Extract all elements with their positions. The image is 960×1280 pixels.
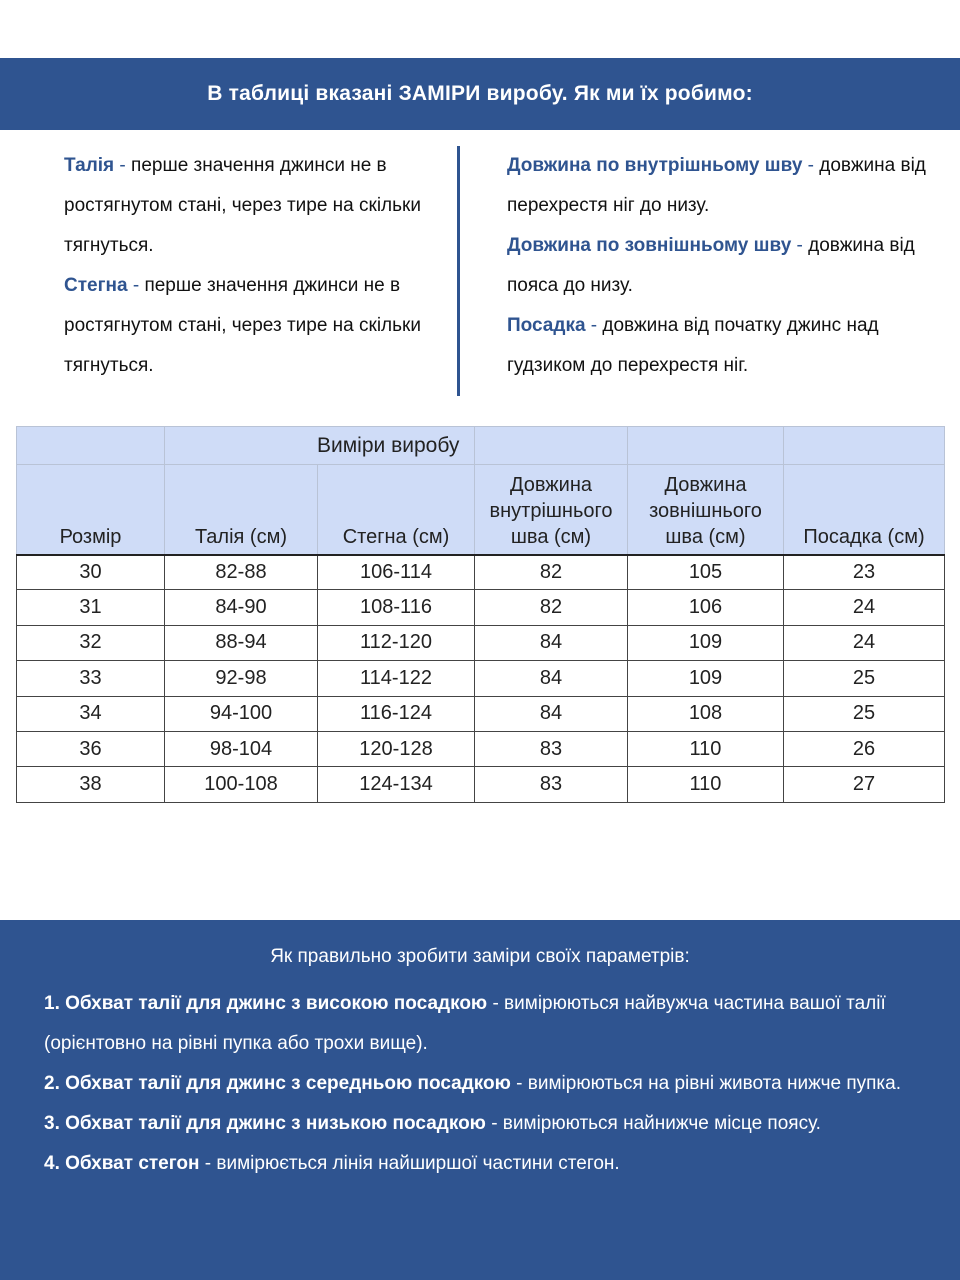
instructions-list <box>44 984 934 1184</box>
definition-inseam <box>507 146 937 226</box>
table-cell: 24 <box>784 625 945 660</box>
instruction-step <box>44 1144 934 1184</box>
definitions-section <box>0 146 960 396</box>
size-table-wrapper <box>16 426 946 803</box>
definition-term: Талія <box>64 155 115 176</box>
table-cell: 82 <box>475 590 628 625</box>
table-cell: 120-128 <box>318 731 475 766</box>
definition-term: Стегна <box>64 275 128 296</box>
table-cell: 100-108 <box>165 767 318 802</box>
table-cell: 109 <box>628 661 784 696</box>
table-group-spacer <box>475 427 628 465</box>
definition-text: перше значення джинси не в ростягнутом стані, через тире на скільки тягнуться. <box>64 275 421 376</box>
column-header: Стегна (см) <box>318 465 475 555</box>
table-header-row <box>17 465 945 555</box>
instruction-step-text: - вимірюються найнижче місце поясу. <box>485 1113 821 1134</box>
table-cell: 33 <box>17 661 165 696</box>
table-cell: 32 <box>17 625 165 660</box>
instruction-step-text: - вимірюється лінія найширшої частини стегон. <box>199 1153 620 1174</box>
table-cell: 108 <box>628 696 784 731</box>
instruction-step-heading: 3. Обхват талії для джинс з низькою посадкою <box>44 1113 486 1134</box>
header-title: В таблиці вказані ЗАМІРИ виробу. Як ми їх робимо: <box>207 82 753 105</box>
table-cell: 82 <box>475 555 628 590</box>
instruction-step-heading: 2. Обхват талії для джинс з середньою посадкою <box>44 1073 511 1094</box>
definition-term: Довжина по зовнішньому шву <box>507 235 792 256</box>
definition-waist <box>64 146 444 266</box>
definition-text: довжина від пояса до низу. <box>507 235 915 296</box>
column-header: Довжина зовнішнього шва (см) <box>628 465 784 555</box>
table-cell: 31 <box>17 590 165 625</box>
table-cell: 84 <box>475 661 628 696</box>
instruction-step-heading: 1. Обхват талії для джинс з високою посадкою <box>44 993 488 1014</box>
definition-hips <box>64 266 444 386</box>
definition-separator: - <box>791 235 809 256</box>
definition-text: перше значення джинси не в ростягнутом стані, через тире на скільки тягнуться. <box>64 155 421 256</box>
table-cell: 105 <box>628 555 784 590</box>
table-cell: 84 <box>475 696 628 731</box>
instructions-title: Як правильно зробити заміри своїх параметрів: <box>270 946 690 967</box>
table-group-header-row <box>17 427 945 465</box>
table-cell: 83 <box>475 731 628 766</box>
table-cell: 110 <box>628 767 784 802</box>
table-cell: 124-134 <box>318 767 475 802</box>
table-cell: 23 <box>784 555 945 590</box>
instruction-step <box>44 1104 934 1144</box>
table-cell: 92-98 <box>165 661 318 696</box>
definition-text: довжина від перехрестя ніг до низу. <box>507 155 926 216</box>
table-cell: 38 <box>17 767 165 802</box>
column-header: Талія (см) <box>165 465 318 555</box>
table-cell: 25 <box>784 696 945 731</box>
instruction-step-text: - вимірюються найвужча частина вашої талії (орієнтовно на рівні пупка або трохи вище). <box>44 993 886 1054</box>
table-cell: 83 <box>475 767 628 802</box>
table-cell: 108-116 <box>318 590 475 625</box>
definition-separator: - <box>114 155 132 176</box>
table-row <box>17 731 945 766</box>
definition-outseam <box>507 226 937 306</box>
table-group-header: Виміри виробу <box>165 427 475 465</box>
table-cell: 88-94 <box>165 625 318 660</box>
instruction-step-text: - вимірюються на рівні живота нижче пупка. <box>510 1073 901 1094</box>
definition-separator: - <box>802 155 820 176</box>
table-group-spacer <box>17 427 165 465</box>
table-cell: 24 <box>784 590 945 625</box>
table-cell: 106-114 <box>318 555 475 590</box>
table-cell: 84-90 <box>165 590 318 625</box>
table-row <box>17 590 945 625</box>
table-group-spacer <box>628 427 784 465</box>
table-group-spacer <box>784 427 945 465</box>
table-row <box>17 555 945 590</box>
column-header: Посадка (см) <box>784 465 945 555</box>
definition-rise <box>507 306 937 386</box>
table-cell: 112-120 <box>318 625 475 660</box>
table-row <box>17 625 945 660</box>
definitions-left-column <box>64 146 444 386</box>
table-row <box>17 661 945 696</box>
table-cell: 109 <box>628 625 784 660</box>
table-cell: 82-88 <box>165 555 318 590</box>
definition-separator: - <box>585 315 603 336</box>
table-cell: 36 <box>17 731 165 766</box>
table-cell: 110 <box>628 731 784 766</box>
table-cell: 30 <box>17 555 165 590</box>
table-cell: 98-104 <box>165 731 318 766</box>
instruction-step <box>44 984 934 1064</box>
instructions-band <box>0 920 960 1280</box>
column-divider <box>457 146 460 396</box>
size-table <box>16 426 945 803</box>
table-row <box>17 767 945 802</box>
definition-term: Посадка <box>507 315 586 336</box>
column-header: Довжина внутрішнього шва (см) <box>475 465 628 555</box>
table-cell: 34 <box>17 696 165 731</box>
column-header: Розмір <box>17 465 165 555</box>
table-cell: 106 <box>628 590 784 625</box>
top-header-band <box>0 58 960 130</box>
definitions-right-column <box>507 146 937 386</box>
table-cell: 25 <box>784 661 945 696</box>
instruction-step-heading: 4. Обхват стегон <box>44 1153 200 1174</box>
definition-separator: - <box>127 275 145 296</box>
table-cell: 26 <box>784 731 945 766</box>
table-cell: 116-124 <box>318 696 475 731</box>
table-cell: 114-122 <box>318 661 475 696</box>
definition-term: Довжина по внутрішньому шву <box>507 155 803 176</box>
table-cell: 84 <box>475 625 628 660</box>
definition-text: довжина від початку джинс над гудзиком до перехрестя ніг. <box>507 315 879 376</box>
instruction-step <box>44 1064 934 1104</box>
table-cell: 94-100 <box>165 696 318 731</box>
table-row <box>17 696 945 731</box>
table-cell: 27 <box>784 767 945 802</box>
